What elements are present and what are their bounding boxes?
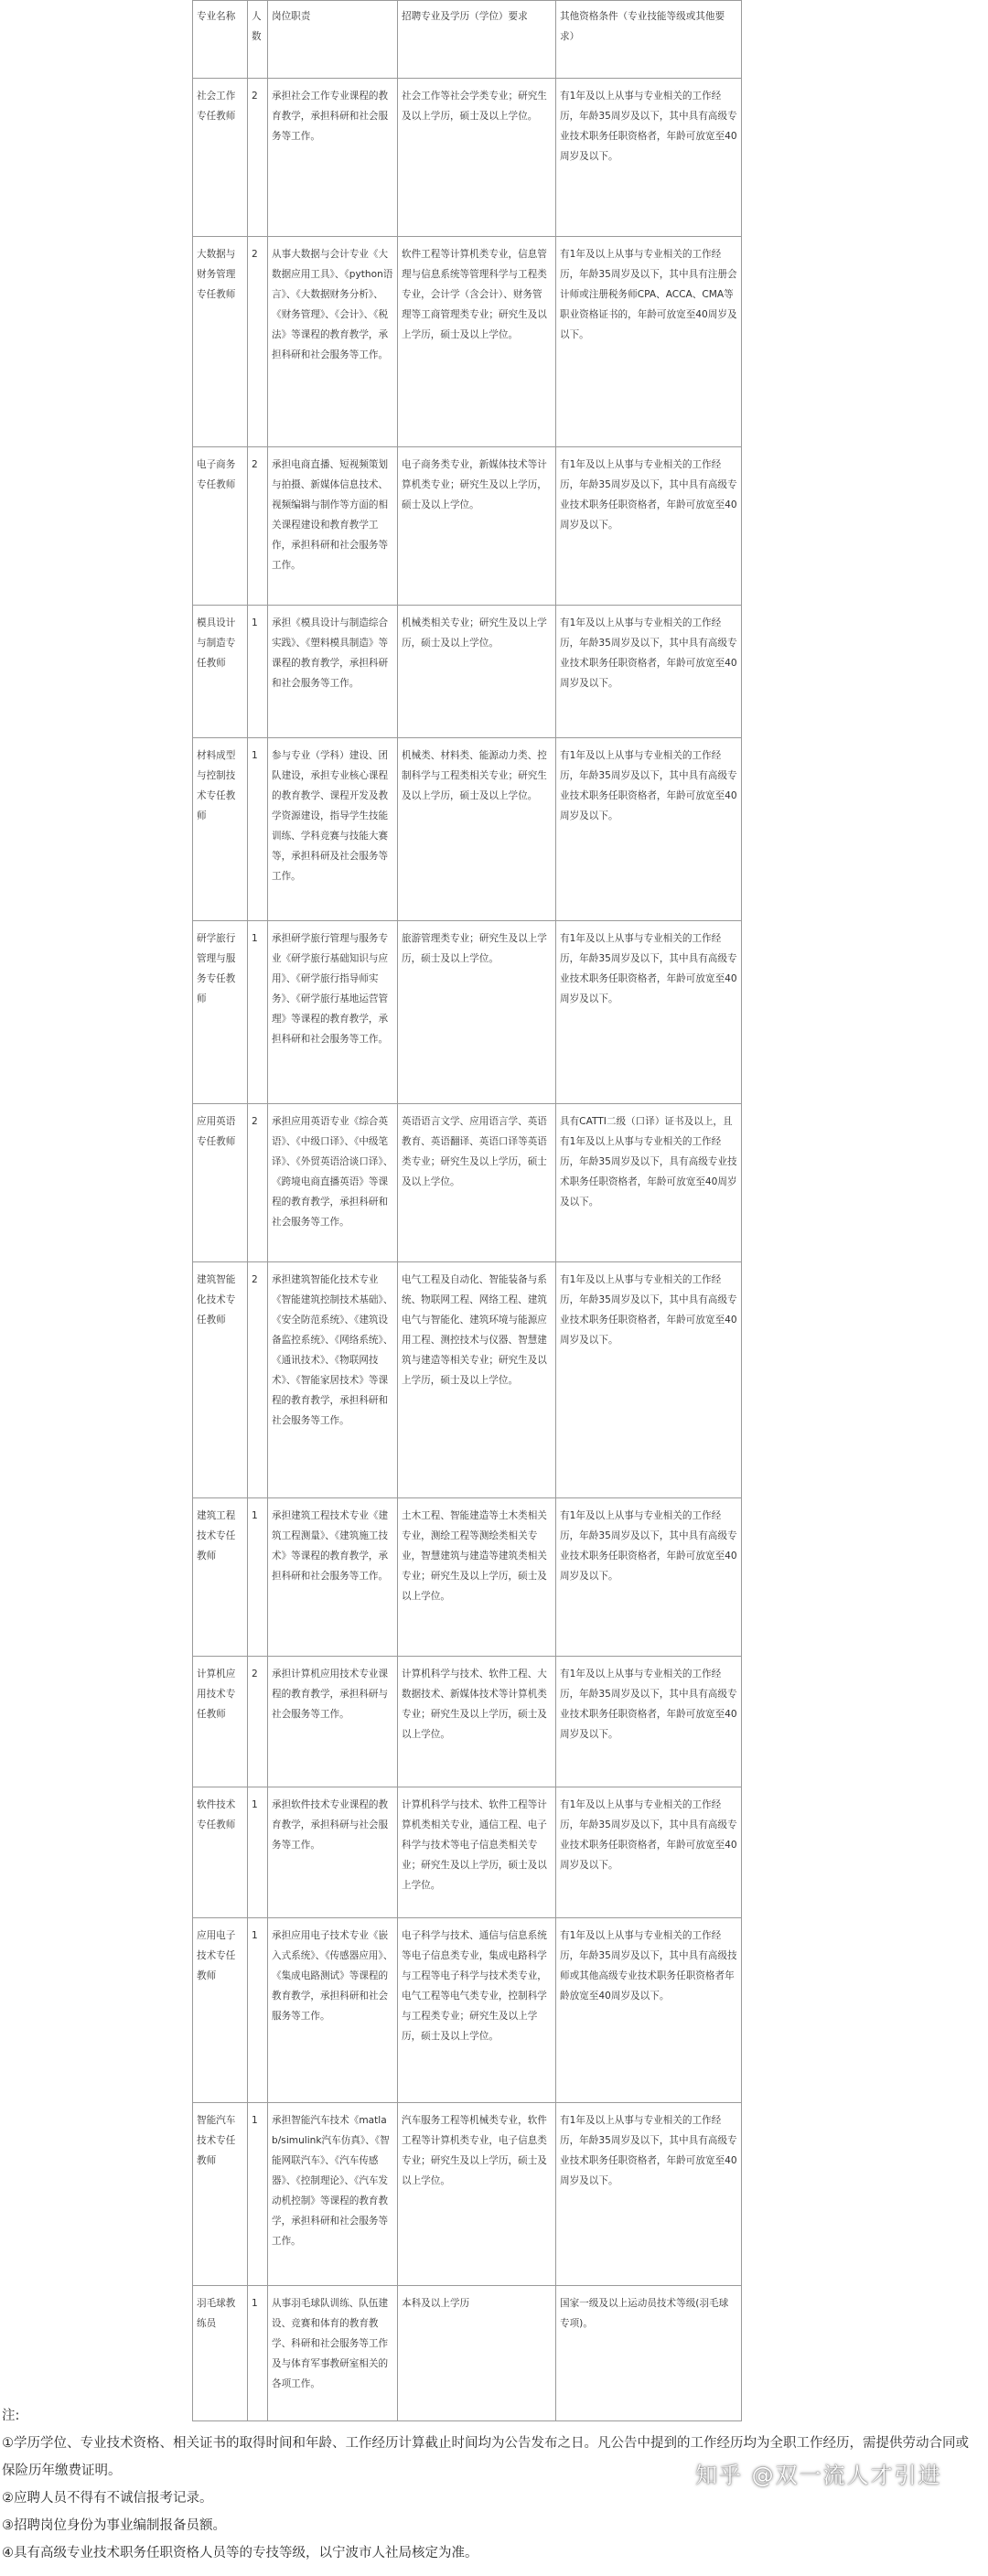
note-item: ③招聘岗位身份为事业编制报备员额。 [2,2518,226,2533]
cell-count: 2 [248,1262,268,1498]
cell-other: 有1年及以上从事与专业相关的工作经历，年龄35周岁及以下，其中具有高级专业技术职务任职资格者，年龄可放宽至40周岁及以下。 [556,738,742,921]
cell-other: 国家一级及以上运动员技术等级(羽毛球专项)。 [556,2286,742,2421]
cell-major: 模具设计与制造专任教师 [193,606,248,738]
cell-duty: 参与专业（学科）建设、团队建设，承担专业核心课程的教育教学、课程开发及教学资源建设，指导学生技能训练、学科竞赛与技能大赛等，承担科研及社会服务等工作。 [268,738,398,921]
cell-major: 应用电子技术专任教师 [193,1918,248,2103]
cell-requirement: 电子科学与技术、通信与信息系统等电子信息类专业，集成电路科学与工程等电子科学与技术类专业，电气工程等电气类专业，控制科学与工程类专业；研究生及以上学历，硕士及以上学位。 [398,1918,556,2103]
cell-duty: 承担应用英语专业《综合英语》、《中级口译》、《中级笔译》、《外贸英语洽谈口译》、《跨境电商直播英语》等课程的教育教学，承担科研和社会服务等工作。 [268,1104,398,1262]
table-row [193,1104,742,1262]
cell-other: 有1年及以上从事与专业相关的工作经历，年龄35周岁及以下，其中具有高级专业技术职务任职资格者，年龄可放宽至40周岁及以下。 [556,1262,742,1498]
cell-major: 大数据与财务管理专任教师 [193,237,248,447]
cell-duty: 承担《模具设计与制造综合实践》、《塑料模具制造》等课程的教育教学，承担科研和社会服务等工作。 [268,606,398,738]
cell-requirement: 社会工作等社会学类专业；研究生及以上学历，硕士及以上学位。 [398,79,556,237]
table-row [193,2103,742,2286]
cell-duty: 承担研学旅行管理与服务专业《研学旅行基础知识与应用》、《研学旅行指导师实务》、《研学旅行基地运营管理》等课程的教育教学，承担科研和社会服务等工作。 [268,921,398,1104]
table-row [193,1787,742,1918]
table-row [193,1657,742,1787]
header-other: 其他资格条件（专业技能等级或其他要求） [556,1,742,79]
notes-heading: 注: [2,2409,20,2423]
cell-other: 有1年及以上从事与专业相关的工作经历，年龄35周岁及以下，其中具有高级专业技术职务任职资格者，年龄可放宽至40周岁及以下。 [556,921,742,1104]
table-row [193,447,742,606]
cell-other: 有1年及以上从事与专业相关的工作经历，年龄35周岁及以下，其中具有高级专业技术职务任职资格者，年龄可放宽至40周岁及以下。 [556,606,742,738]
header-major: 专业名称 [193,1,248,79]
cell-major: 建筑工程技术专任教师 [193,1498,248,1657]
cell-major: 建筑智能化技术专任教师 [193,1262,248,1498]
cell-duty: 承担建筑工程技术专业《建筑工程测量》、《建筑施工技术》等课程的教育教学，承担科研和社会服务等工作。 [268,1498,398,1657]
table-row [193,1262,742,1498]
cell-requirement: 英语语言文学、应用语言学、英语教育、英语翻译、英语口译等英语类专业；研究生及以上学历，硕士及以上学位。 [398,1104,556,1262]
cell-requirement: 计算机科学与技术、软件工程等计算机类相关专业，通信工程、电子科学与技术等电子信息类相关专业；研究生及以上学历，硕士及以上学位。 [398,1787,556,1918]
cell-other: 有1年及以上从事与专业相关的工作经历，年龄35周岁及以下，其中具有高级专业技术职务任职资格者，年龄可放宽至40周岁及以下。 [556,447,742,606]
note-item: 保险历年缴费证明。 [2,2463,122,2478]
header-requirement: 招聘专业及学历（学位）要求 [398,1,556,79]
cell-duty: 承担应用电子技术专业《嵌入式系统》、《传感器应用》、《集成电路测试》等课程的教育教学，承担科研和社会服务等工作。 [268,1918,398,2103]
cell-count: 2 [248,1104,268,1262]
table-row [193,237,742,447]
cell-major: 计算机应用技术专任教师 [193,1657,248,1787]
cell-count: 1 [248,1918,268,2103]
cell-count: 1 [248,1787,268,1918]
table-header-row [193,1,742,79]
cell-count: 2 [248,447,268,606]
cell-duty: 从事羽毛球队训练、队伍建设、竞赛和体育的教育教学、科研和社会服务等工作及与体育军事教研室相关的各项工作。 [268,2286,398,2421]
cell-other: 具有CATTI二级（口译）证书及以上，且有1年及以上从事与专业相关的工作经历，年龄35周岁及以下，具有高级专业技术职务任职资格者，年龄可放宽至40周岁及以下。 [556,1104,742,1262]
header-duty: 岗位职责 [268,1,398,79]
cell-count: 1 [248,1498,268,1657]
cell-requirement: 电气工程及自动化、智能装备与系统、物联网工程、网络工程、建筑电气与智能化、建筑环境与能源应用工程、测控技术与仪器、智慧建筑与建造等相关专业；研究生及以上学历，硕士及以上学位。 [398,1262,556,1498]
cell-requirement: 计算机科学与技术、软件工程、大数据技术、新媒体技术等计算机类专业；研究生及以上学历，硕士及以上学位。 [398,1657,556,1787]
cell-major: 研学旅行管理与服务专任教师 [193,921,248,1104]
cell-other: 有1年及以上从事与专业相关的工作经历，年龄35周岁及以下，其中具有高级专业技术职务任职资格者，年龄可放宽至40周岁及以下。 [556,2103,742,2286]
cell-duty: 从事大数据与会计专业《大数据应用工具》、《python语言》、《大数据财务分析》、《财务管理》、《会计》、《税法》等课程的教育教学，承担科研和社会服务等工作。 [268,237,398,447]
cell-count: 1 [248,738,268,921]
recruitment-table [192,0,742,2421]
table-row [193,2286,742,2421]
note-item: ①学历学位、专业技术资格、相关证书的取得时间和年龄、工作经历计算截止时间均为公告发布之日。凡公告中提到的工作经历均为全职工作经历，需提供劳动合同或 [2,2436,969,2451]
cell-count: 2 [248,1657,268,1787]
cell-duty: 承担软件技术专业课程的教育教学，承担科研与社会服务等工作。 [268,1787,398,1918]
cell-count: 1 [248,921,268,1104]
cell-other: 有1年及以上从事与专业相关的工作经历，年龄35周岁及以下，其中具有高级专业技术职务任职资格者，年龄可放宽至40周岁及以下。 [556,1498,742,1657]
cell-major: 应用英语专任教师 [193,1104,248,1262]
cell-other: 有1年及以上从事与专业相关的工作经历，年龄35周岁及以下，其中具有高级专业技术职务任职资格者，年龄可放宽至40周岁及以下。 [556,1787,742,1918]
cell-major: 材料成型与控制技术专任教师 [193,738,248,921]
table-row [193,921,742,1104]
header-count: 人数 [248,1,268,79]
cell-other: 有1年及以上从事与专业相关的工作经历，年龄35周岁及以下，其中具有高级专业技术职务任职资格者，年龄可放宽至40周岁及以下。 [556,79,742,237]
note-item: ②应聘人员不得有不诚信报考记录。 [2,2491,213,2506]
cell-duty: 承担电商直播、短视频策划与拍摄、新媒体信息技术、视频编辑与制作等方面的相关课程建设和教育教学工作，承担科研和社会服务等工作。 [268,447,398,606]
cell-other: 有1年及以上从事与专业相关的工作经历，年龄35周岁及以下，其中具有注册会计师或注册税务师CPA、ACCA、CMA等职业资格证书的，年龄可放宽至40周岁及以下。 [556,237,742,447]
cell-requirement: 电子商务类专业，新媒体技术等计算机类专业；研究生及以上学历，硕士及以上学位。 [398,447,556,606]
cell-count: 2 [248,237,268,447]
cell-major: 软件技术专任教师 [193,1787,248,1918]
cell-count: 2 [248,79,268,237]
cell-duty: 承担建筑智能化技术专业《智能建筑控制技术基础》、《安全防范系统》、《建筑设备监控系统》、《网络系统》、《通讯技术》、《物联网技术》、《智能家居技术》等课程的教育教学，承担科研和社会服务等工作。 [268,1262,398,1498]
cell-count: 1 [248,2103,268,2286]
table-row [193,1918,742,2103]
cell-count: 1 [248,2286,268,2421]
table-body [193,79,742,2421]
cell-other: 有1年及以上从事与专业相关的工作经历，年龄35周岁及以下，其中具有高级专业技术职务任职资格者，年龄可放宽至40周岁及以下。 [556,1657,742,1787]
cell-requirement: 机械类、材料类、能源动力类、控制科学与工程类相关专业；研究生及以上学历，硕士及以上学位。 [398,738,556,921]
cell-requirement: 本科及以上学历 [398,2286,556,2421]
cell-requirement: 机械类相关专业；研究生及以上学历，硕士及以上学位。 [398,606,556,738]
table-row [193,79,742,237]
table-row [193,1498,742,1657]
cell-duty: 承担计算机应用技术专业课程的教育教学，承担科研与社会服务等工作。 [268,1657,398,1787]
cell-major: 羽毛球教练员 [193,2286,248,2421]
cell-major: 社会工作专任教师 [193,79,248,237]
cell-duty: 承担智能汽车技术《matlab/simulink汽车仿真》、《智能网联汽车》、《汽车传感器》、《控制理论》、《汽车发动机控制》等课程的教育教学，承担科研和社会服务等工作。 [268,2103,398,2286]
cell-requirement: 软件工程等计算机类专业，信息管理与信息系统等管理科学与工程类专业，会计学（含会计）、财务管理等工商管理类专业；研究生及以上学历，硕士及以上学位。 [398,237,556,447]
cell-duty: 承担社会工作专业课程的教育教学，承担科研和社会服务等工作。 [268,79,398,237]
cell-other: 有1年及以上从事与专业相关的工作经历，年龄35周岁及以下，其中具有高级技师或其他高级专业技术职务任职资格者年龄放宽至40周岁及以下。 [556,1918,742,2103]
table-row [193,606,742,738]
cell-requirement: 汽车服务工程等机械类专业，软件工程等计算机类专业，电子信息类专业；研究生及以上学历，硕士及以上学位。 [398,2103,556,2286]
note-item: ④具有高级专业技术职务任职资格人员等的专技等级，以宁波市人社局核定为准。 [2,2546,478,2560]
cell-requirement: 土木工程、智能建造等土木类相关专业，测绘工程等测绘类相关专业，智慧建筑与建造等建筑类相关专业；研究生及以上学历，硕士及以上学位。 [398,1498,556,1657]
cell-major: 电子商务专任教师 [193,447,248,606]
cell-count: 1 [248,606,268,738]
cell-requirement: 旅游管理类专业；研究生及以上学历，硕士及以上学位。 [398,921,556,1104]
cell-major: 智能汽车技术专任教师 [193,2103,248,2286]
table-row [193,738,742,921]
watermark: 知乎 @双一流人才引进 [695,2463,942,2488]
